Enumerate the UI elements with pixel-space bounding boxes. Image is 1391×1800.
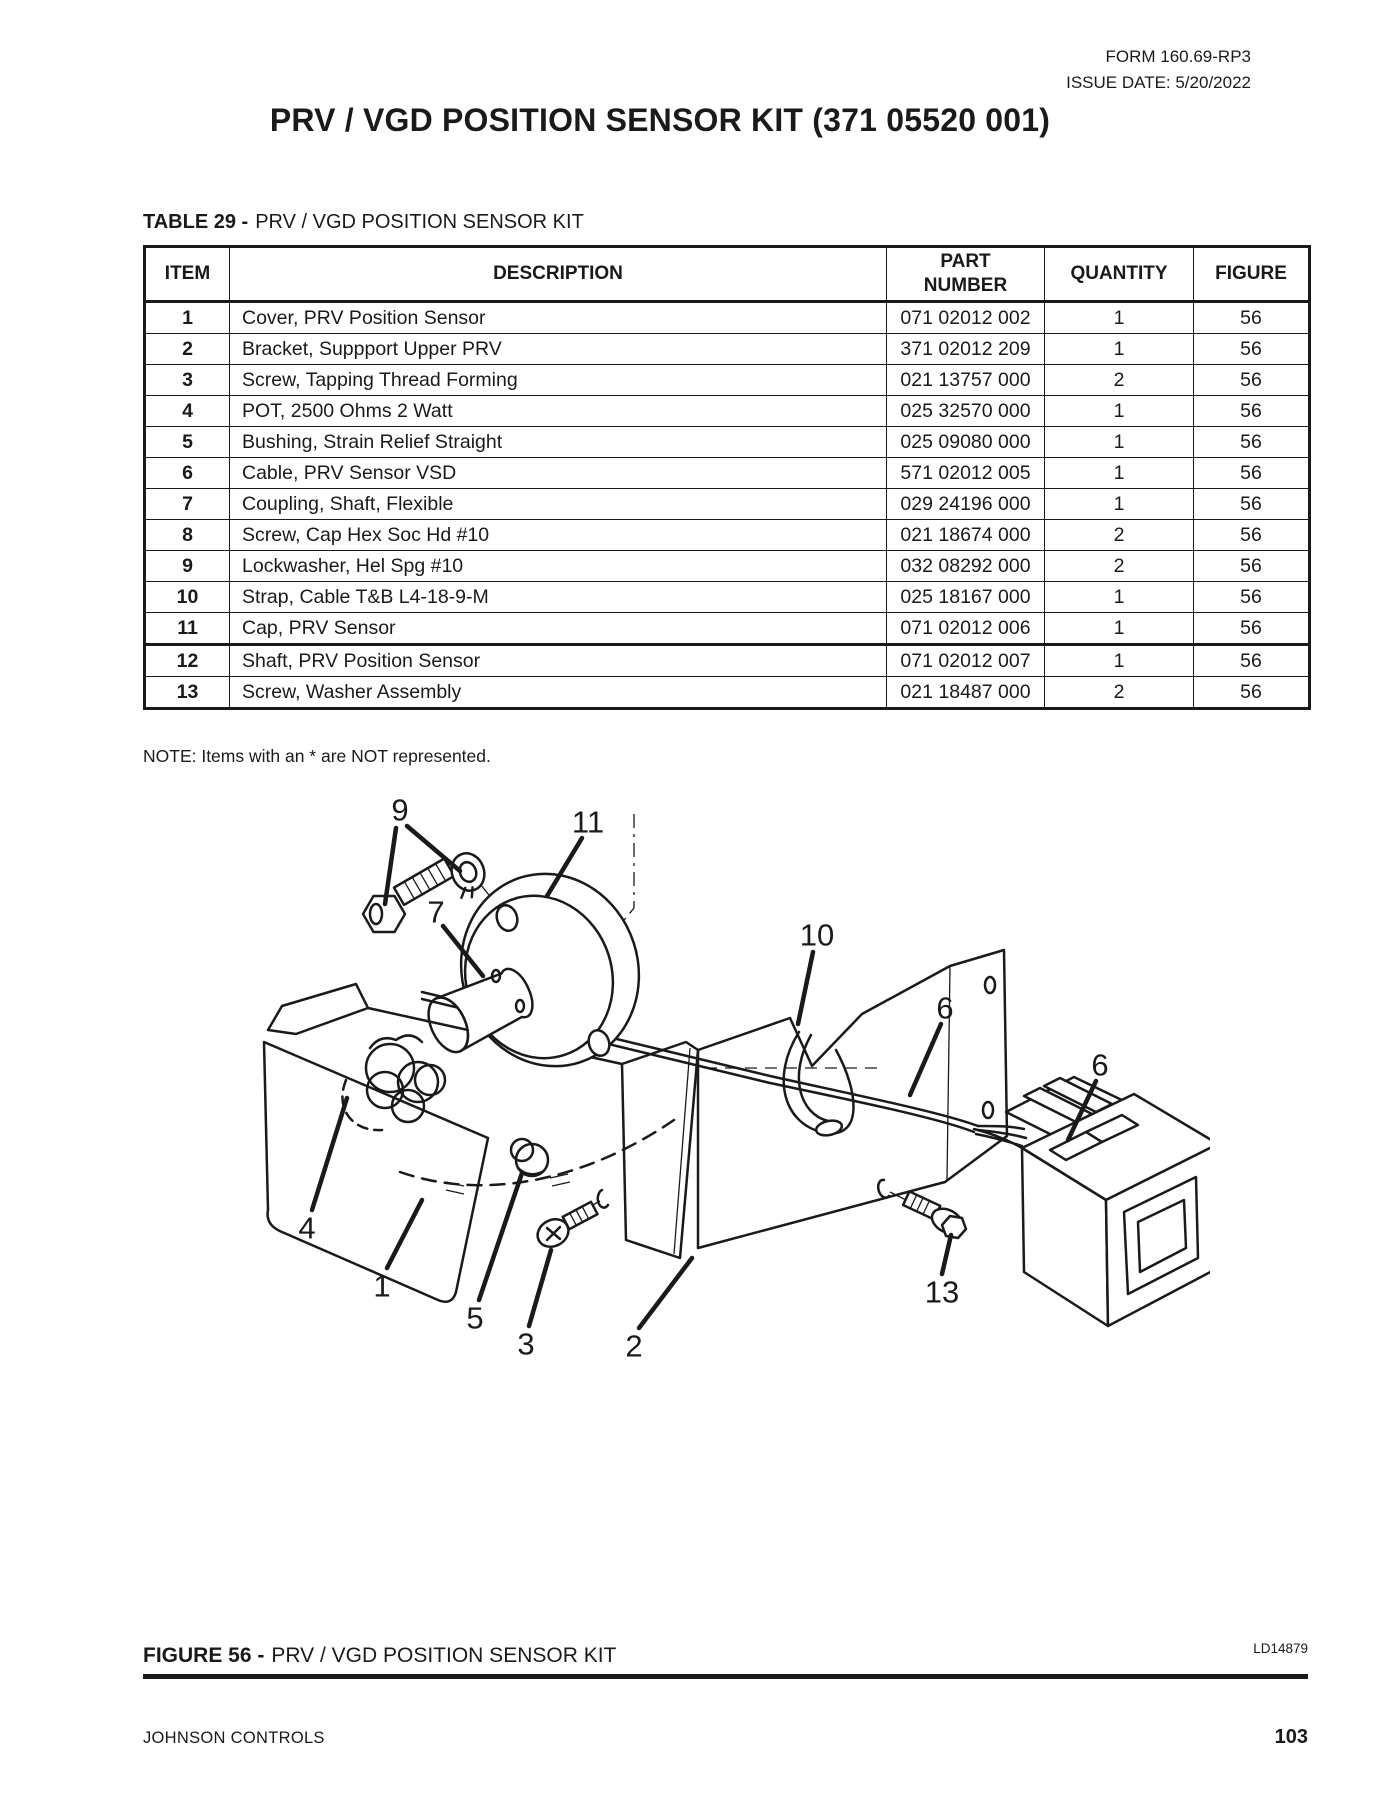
leader-line — [479, 1173, 522, 1300]
cell-part-number: 021 13757 000 — [887, 365, 1045, 396]
cell-description: Coupling, Shaft, Flexible — [230, 489, 887, 520]
table-row — [145, 302, 1310, 334]
callout-label: 7 — [427, 894, 445, 930]
cell-figure: 56 — [1194, 677, 1310, 709]
column-header-quantity: QUANTITY — [1045, 247, 1194, 302]
cell-item: 3 — [145, 365, 230, 396]
table-row — [145, 489, 1310, 520]
leader-line — [639, 1258, 692, 1328]
cell-quantity: 1 — [1045, 396, 1194, 427]
cell-part-number: 021 18487 000 — [887, 677, 1045, 709]
cell-figure: 56 — [1194, 489, 1310, 520]
lockwasher — [446, 849, 491, 901]
parts-table — [143, 245, 1311, 710]
cell-item: 10 — [145, 582, 230, 613]
caption-rule — [143, 1674, 1308, 1679]
callout-label: 4 — [298, 1210, 316, 1246]
cell-part-number: 025 32570 000 — [887, 396, 1045, 427]
cell-item: 1 — [145, 302, 230, 334]
callout-label: 1 — [373, 1268, 391, 1304]
leader-line — [529, 1250, 551, 1326]
cell-part-number: 071 02012 002 — [887, 302, 1045, 334]
cell-part-number: 025 09080 000 — [887, 427, 1045, 458]
cell-part-number: 571 02012 005 — [887, 458, 1045, 489]
cell-item: 13 — [145, 677, 230, 709]
cell-item: 8 — [145, 520, 230, 551]
cell-figure: 56 — [1194, 365, 1310, 396]
cell-part-number: 025 18167 000 — [887, 582, 1045, 613]
table-row — [145, 582, 1310, 613]
callout-label: 3 — [517, 1326, 535, 1360]
callout-label: 5 — [466, 1300, 484, 1336]
cell-item: 11 — [145, 613, 230, 645]
cell-quantity: 2 — [1045, 677, 1194, 709]
drawing-id: LD14879 — [1253, 1641, 1308, 1656]
cell-figure: 56 — [1194, 334, 1310, 365]
cell-figure: 56 — [1194, 458, 1310, 489]
mounting-panel — [622, 1042, 698, 1258]
cell-part-number: 371 02012 209 — [887, 334, 1045, 365]
cell-quantity: 1 — [1045, 427, 1194, 458]
figure-label: FIGURE 56 - — [143, 1644, 265, 1667]
table-row — [145, 396, 1310, 427]
leader-line — [385, 828, 396, 904]
cell-description: Cable, PRV Sensor VSD — [230, 458, 887, 489]
cell-figure: 56 — [1194, 613, 1310, 645]
cell-quantity: 2 — [1045, 365, 1194, 396]
cell-figure: 56 — [1194, 551, 1310, 582]
cell-item: 2 — [145, 334, 230, 365]
callout-label: 9 — [391, 792, 409, 828]
cell-quantity: 1 — [1045, 489, 1194, 520]
form-number: FORM 160.69-RP3 — [1105, 47, 1251, 66]
cell-part-number: 021 18674 000 — [887, 520, 1045, 551]
callout-label: 11 — [571, 804, 605, 840]
footer-company: JOHNSON CONTROLS — [143, 1729, 325, 1747]
cell-item: 7 — [145, 489, 230, 520]
page-number: 103 — [1274, 1726, 1308, 1748]
table-caption — [143, 211, 584, 234]
callout-label: 13 — [924, 1274, 960, 1310]
cell-quantity: 1 — [1045, 334, 1194, 365]
cell-figure: 56 — [1194, 427, 1310, 458]
figure-caption — [143, 1644, 616, 1668]
cell-quantity: 1 — [1045, 458, 1194, 489]
column-header-item: ITEM — [145, 247, 230, 302]
cell-quantity: 1 — [1045, 613, 1194, 645]
cell-description: Cap, PRV Sensor — [230, 613, 887, 645]
table-row — [145, 677, 1310, 709]
cell-part-number: 032 08292 000 — [887, 551, 1045, 582]
cell-part-number: 029 24196 000 — [887, 489, 1045, 520]
note-text: NOTE: Items with an * are NOT represented. — [143, 746, 491, 766]
cell-description: Shaft, PRV Position Sensor — [230, 645, 887, 677]
callout-label: 10 — [799, 917, 835, 953]
cell-figure: 56 — [1194, 645, 1310, 677]
figure-title: PRV / VGD POSITION SENSOR KIT — [271, 1644, 617, 1667]
cell-item: 4 — [145, 396, 230, 427]
table-row — [145, 613, 1310, 645]
tapping-screw — [533, 1190, 608, 1252]
figure-drawing — [250, 780, 1210, 1360]
table-row — [145, 365, 1310, 396]
cell-description: Screw, Washer Assembly — [230, 677, 887, 709]
cell-description: POT, 2500 Ohms 2 Watt — [230, 396, 887, 427]
cell-description: Lockwasher, Hel Spg #10 — [230, 551, 887, 582]
cell-quantity: 1 — [1045, 582, 1194, 613]
table-row — [145, 520, 1310, 551]
column-header-part-number: PART NUMBER — [887, 247, 1045, 302]
cable-connector — [1006, 1077, 1210, 1326]
cell-description: Screw, Cap Hex Soc Hd #10 — [230, 520, 887, 551]
cell-figure: 56 — [1194, 302, 1310, 334]
callout-label: 6 — [936, 990, 954, 1026]
cell-figure: 56 — [1194, 520, 1310, 551]
table-label: TABLE 29 - — [143, 211, 249, 233]
cell-item: 9 — [145, 551, 230, 582]
column-header-description: DESCRIPTION — [230, 247, 887, 302]
cell-description: Bushing, Strain Relief Straight — [230, 427, 887, 458]
cell-quantity: 2 — [1045, 520, 1194, 551]
cell-quantity: 1 — [1045, 302, 1194, 334]
cell-figure: 56 — [1194, 396, 1310, 427]
page-title: PRV / VGD POSITION SENSOR KIT (371 05520 001) — [269, 102, 1051, 138]
table-row — [145, 334, 1310, 365]
table-row — [145, 551, 1310, 582]
cell-quantity: 2 — [1045, 551, 1194, 582]
parts-table-body — [145, 302, 1310, 709]
issue-date: ISSUE DATE: 5/20/2022 — [1066, 73, 1251, 92]
cell-figure: 56 — [1194, 582, 1310, 613]
cell-item: 6 — [145, 458, 230, 489]
table-title: PRV / VGD POSITION SENSOR KIT — [255, 211, 584, 233]
cell-description: Cover, PRV Position Sensor — [230, 302, 887, 334]
column-header-figure: FIGURE — [1194, 247, 1310, 302]
strain-relief-bushing — [511, 1139, 548, 1176]
cell-quantity: 1 — [1045, 645, 1194, 677]
leader-line — [798, 952, 813, 1024]
cell-description: Bracket, Suppport Upper PRV — [230, 334, 887, 365]
callout-label: 6 — [1091, 1047, 1109, 1083]
cell-item: 12 — [145, 645, 230, 677]
table-row — [145, 458, 1310, 489]
cell-part-number: 071 02012 006 — [887, 613, 1045, 645]
cell-item: 5 — [145, 427, 230, 458]
table-row — [145, 645, 1310, 677]
cell-part-number: 071 02012 007 — [887, 645, 1045, 677]
table-row — [145, 427, 1310, 458]
cell-description: Screw, Tapping Thread Forming — [230, 365, 887, 396]
header-block — [1066, 44, 1251, 96]
table-header-row — [145, 247, 1310, 302]
callout-label: 2 — [625, 1328, 643, 1360]
cell-description: Strap, Cable T&B L4-18-9-M — [230, 582, 887, 613]
leader-line — [942, 1235, 951, 1274]
